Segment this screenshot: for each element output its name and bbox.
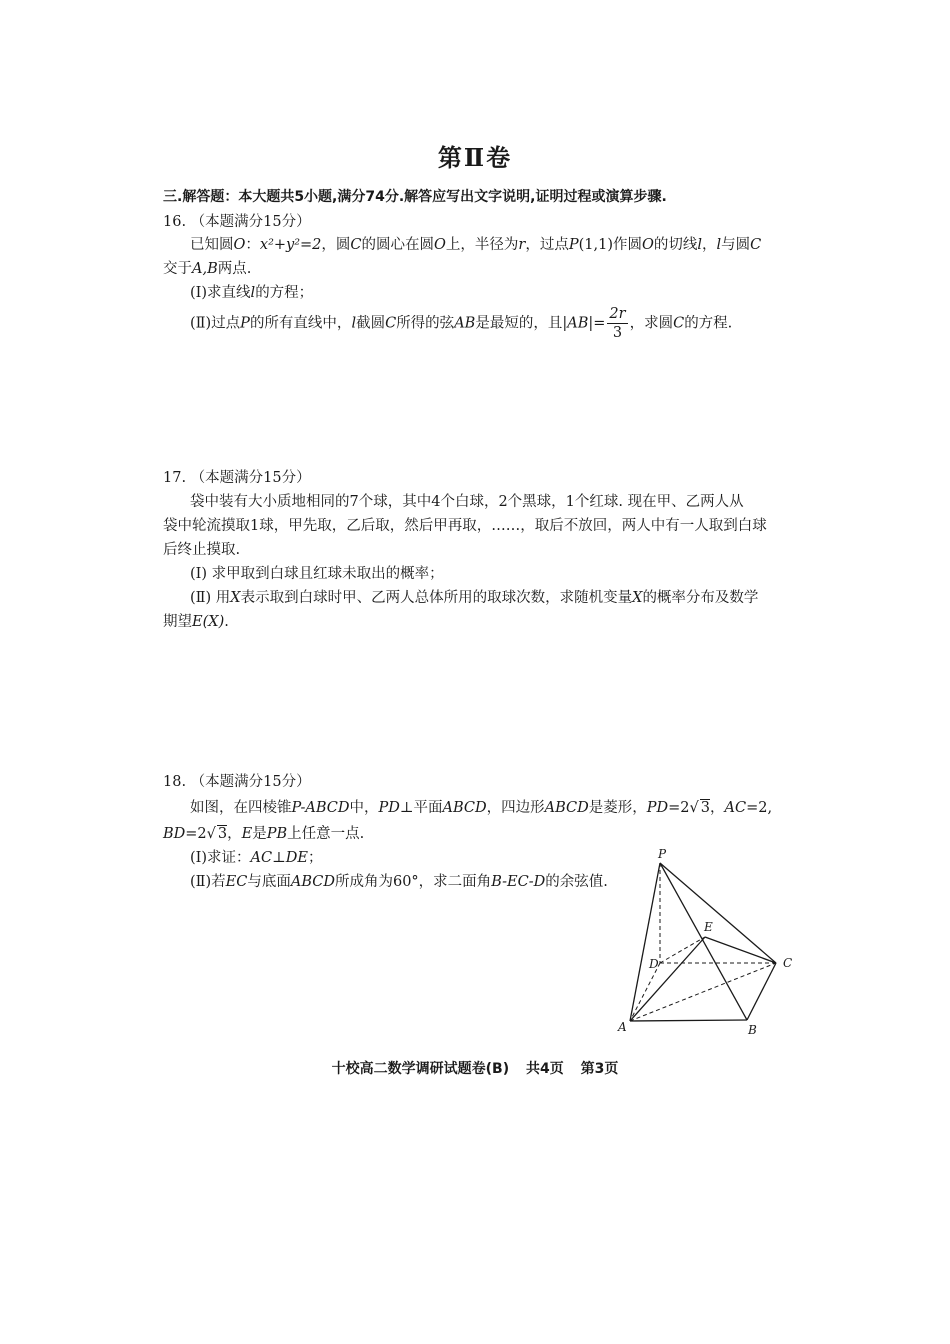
text: ， xyxy=(710,800,725,816)
sqrt-radicand: 3 xyxy=(700,800,711,816)
text: 所成角为60°，求二面角 xyxy=(334,874,492,890)
text: C xyxy=(750,237,762,253)
text: P-ABCD xyxy=(291,800,350,816)
q16-part-2 xyxy=(190,305,732,342)
q18-number: 18. xyxy=(163,774,187,790)
q16-line-1 xyxy=(190,233,761,254)
text: E xyxy=(241,826,253,842)
text: (Ⅰ)求证： xyxy=(190,850,251,866)
text: O xyxy=(233,237,246,253)
text: r xyxy=(518,237,526,253)
text: 期望 xyxy=(163,614,192,630)
sqrt-radicand: 3 xyxy=(217,826,228,842)
text: (Ⅱ) 用 xyxy=(190,590,231,606)
text: (Ⅰ)求直线 xyxy=(190,285,251,301)
q18-score: （本题满分15分） xyxy=(190,774,311,790)
text: PD xyxy=(378,800,400,816)
text: 如图，在四棱锥 xyxy=(190,800,292,816)
text: 的概率分布及数学 xyxy=(642,590,759,606)
text: 的所有直线中， xyxy=(249,315,352,332)
text: ， xyxy=(227,826,242,842)
q17-line-1: 袋中装有大小质地相同的7个球，其中4个白球，2个黑球，1个红球. 现在甲、乙两人从 xyxy=(190,494,744,510)
q18-line-1 xyxy=(190,796,772,817)
text: (1,1)作圆 xyxy=(578,237,642,253)
q18-part-1 xyxy=(190,846,322,867)
q17-part-2 xyxy=(190,586,758,607)
text: EC xyxy=(225,874,248,890)
text: 中， xyxy=(349,800,379,816)
label-C: C xyxy=(783,956,793,970)
q16-line-2 xyxy=(163,257,251,278)
text: (Ⅱ)过点 xyxy=(190,315,241,332)
q17-header xyxy=(163,466,311,487)
edge-PB xyxy=(660,863,747,1020)
label-E: E xyxy=(704,920,713,934)
label-P: P xyxy=(658,847,667,861)
text: 的切线 xyxy=(653,237,698,253)
q17-line-2: 袋中轮流摸取1球，甲先取，乙后取，然后甲再取，……，取后不放回，两人中有一人取到白球 xyxy=(163,518,767,534)
text: PD xyxy=(646,800,669,816)
text: ，四边形 xyxy=(486,800,545,816)
text: C xyxy=(350,237,362,253)
text: ⊥ xyxy=(272,850,286,866)
text: 是菱形， xyxy=(588,800,647,816)
text: 的圆心在圆 xyxy=(361,237,435,253)
edge-AC xyxy=(630,963,776,1021)
text: 所得的弦 xyxy=(396,315,455,332)
text: E(X) xyxy=(192,614,225,630)
text: 表示取到白球时甲、乙两人总体所用的取球次数，求随机变量 xyxy=(240,590,633,606)
text: C xyxy=(673,315,685,332)
edge-DE xyxy=(660,937,705,963)
q18-header xyxy=(163,770,311,791)
text: 已知圆 xyxy=(190,237,234,253)
text: l xyxy=(250,285,256,301)
edge-EC xyxy=(705,937,776,963)
label-B: B xyxy=(748,1023,757,1037)
text: AB xyxy=(454,315,476,332)
q16-score: （本题满分15分） xyxy=(190,214,311,230)
text: . xyxy=(224,614,229,630)
q18-line-2 xyxy=(163,822,364,843)
text: |= xyxy=(588,315,606,332)
text: l xyxy=(351,315,357,332)
text: =2 xyxy=(185,826,207,842)
q17-score: （本题满分15分） xyxy=(190,470,311,486)
page-title: 第Ⅱ卷 xyxy=(437,143,513,172)
q17-line-3: 后终止摸取. xyxy=(163,542,241,558)
text: 是最短的，且| xyxy=(475,315,568,332)
q17-number: 17. xyxy=(163,470,187,486)
text: ， xyxy=(702,237,717,253)
fraction-denominator: 3 xyxy=(612,325,623,341)
text: BD xyxy=(163,826,186,842)
q16-number: 16. xyxy=(163,214,187,230)
text: ⊥平面 xyxy=(399,800,443,816)
text: A,B xyxy=(192,261,218,277)
text: 上任意一点. xyxy=(287,826,365,842)
q16-header xyxy=(163,210,311,231)
text: O xyxy=(434,237,446,253)
text: 的余弦值. xyxy=(545,874,608,890)
text: 两点. xyxy=(217,261,252,277)
text: DE xyxy=(285,850,308,866)
fraction xyxy=(607,305,627,342)
q16-part-1 xyxy=(190,281,313,302)
text: X xyxy=(230,590,241,606)
text: ABCD xyxy=(290,874,335,890)
edge-AE xyxy=(630,937,705,1021)
text: ABCD xyxy=(442,800,487,816)
label-D: D xyxy=(649,957,659,971)
text: ； xyxy=(307,850,323,866)
edge-PC xyxy=(660,863,776,963)
math: x²+y²=2 xyxy=(259,237,322,253)
text: O xyxy=(642,237,654,253)
text: 的方程； xyxy=(255,285,314,301)
text: l xyxy=(716,237,722,253)
text: l xyxy=(697,237,703,253)
footer-page-number: 第3页 xyxy=(580,1061,619,1077)
text: 截圆 xyxy=(356,315,386,332)
edge-AB xyxy=(630,1020,747,1021)
text: =2, xyxy=(746,800,773,816)
text: AC xyxy=(250,850,273,866)
q18-part-2 xyxy=(190,870,608,891)
text: P xyxy=(568,237,579,253)
text: ，过点 xyxy=(525,237,569,253)
text: X xyxy=(632,590,643,606)
text: ： xyxy=(245,237,260,253)
text: 与底面 xyxy=(247,874,291,890)
text: AC xyxy=(724,800,747,816)
footer-total-pages: 共4页 xyxy=(525,1061,564,1077)
q17-part-2-cont xyxy=(163,610,229,631)
sqrt-symbol: √ xyxy=(206,826,216,842)
sqrt-symbol: √ xyxy=(689,800,699,816)
text: 交于 xyxy=(163,261,192,277)
text: (Ⅱ)若 xyxy=(190,874,226,890)
text: 与圆 xyxy=(721,237,751,253)
text: 的方程. xyxy=(684,315,733,332)
text: 是 xyxy=(252,826,267,842)
text: 上，半径为 xyxy=(445,237,519,253)
section-heading: 三.解答题：本大题共5小题,满分74分.解答应写出文字说明,证明过程或演算步骤. xyxy=(163,189,667,205)
text: ，圆 xyxy=(321,237,351,253)
q17-part-1: (Ⅰ) 求甲取到白球且红球未取出的概率； xyxy=(190,566,444,582)
pyramid-figure xyxy=(610,845,810,1040)
text: =2 xyxy=(668,800,690,816)
edge-PA xyxy=(630,863,660,1021)
text: C xyxy=(385,315,397,332)
edge-BC xyxy=(747,963,776,1020)
text: PB xyxy=(266,826,288,842)
text: ABCD xyxy=(544,800,589,816)
text: B-EC-D xyxy=(491,874,546,890)
footer-title: 十校高二数学调研试题卷(B) xyxy=(331,1061,510,1077)
fraction-numerator: 2r xyxy=(609,306,626,322)
text: P xyxy=(240,315,250,332)
text: ，求圆 xyxy=(629,315,674,332)
label-A: A xyxy=(618,1020,627,1034)
text: AB xyxy=(567,315,589,332)
page-footer xyxy=(0,1058,950,1078)
